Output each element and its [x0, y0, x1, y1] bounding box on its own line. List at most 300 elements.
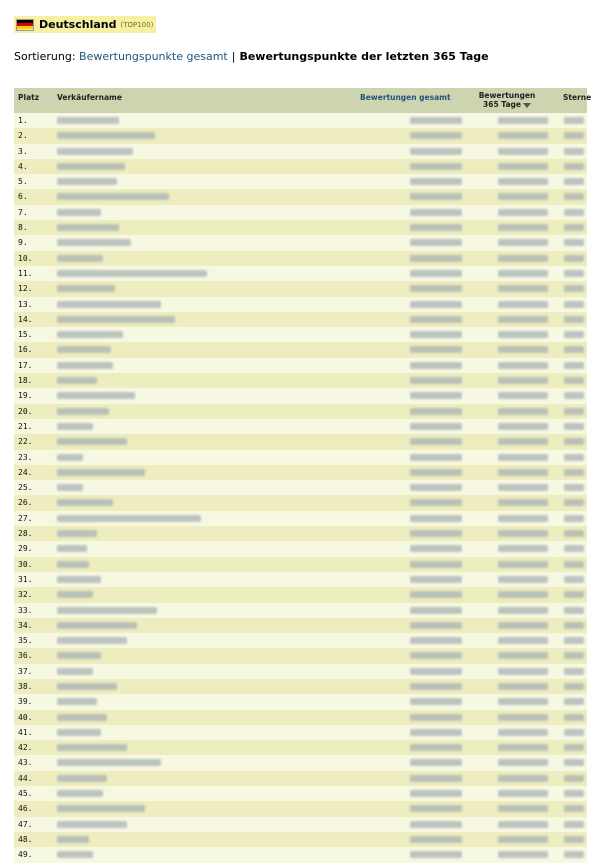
- rank-cell: 11.: [18, 268, 33, 278]
- bewertungen-gesamt-redacted: [410, 652, 462, 659]
- bewertungen-gesamt-redacted: [410, 454, 462, 461]
- sterne-redacted: [564, 163, 584, 170]
- rank-cell: 3.: [18, 146, 28, 156]
- seller-name-redacted[interactable]: [57, 239, 131, 246]
- bewertungen-gesamt-redacted: [410, 469, 462, 476]
- rank-cell: 22.: [18, 437, 33, 447]
- rank-cell: 10.: [18, 253, 33, 263]
- seller-name-redacted[interactable]: [57, 255, 103, 262]
- bewertungen-365-redacted: [498, 683, 548, 690]
- bewertungen-365-redacted: [498, 545, 548, 552]
- seller-name-redacted[interactable]: [57, 224, 119, 231]
- table-row: [14, 327, 587, 342]
- sterne-redacted: [564, 683, 584, 690]
- table-row: [14, 450, 587, 465]
- seller-name-redacted[interactable]: [57, 652, 101, 659]
- bewertungen-gesamt-redacted: [410, 117, 462, 124]
- sterne-redacted: [564, 515, 584, 522]
- seller-name-redacted[interactable]: [57, 285, 115, 292]
- sterne-redacted: [564, 530, 584, 537]
- bewertungen-gesamt-redacted: [410, 561, 462, 568]
- table-row: [14, 342, 587, 357]
- rank-cell: 26.: [18, 498, 33, 508]
- seller-name-redacted[interactable]: [57, 821, 127, 828]
- rank-cell: 43.: [18, 758, 33, 768]
- bewertungen-gesamt-redacted: [410, 346, 462, 353]
- sterne-redacted: [564, 178, 584, 185]
- rank-cell: 14.: [18, 314, 33, 324]
- rank-cell: 42.: [18, 743, 33, 753]
- sterne-redacted: [564, 836, 584, 843]
- bewertungen-gesamt-redacted: [410, 239, 462, 246]
- rank-cell: 20.: [18, 406, 33, 416]
- sterne-redacted: [564, 255, 584, 262]
- sterne-redacted: [564, 285, 584, 292]
- table-row: [14, 235, 587, 250]
- bewertungen-365-redacted: [498, 805, 548, 812]
- sterne-redacted: [564, 438, 584, 445]
- table-header: [14, 88, 592, 113]
- bewertungen-gesamt-redacted: [410, 316, 462, 323]
- table-row: [14, 603, 587, 618]
- rank-cell: 46.: [18, 804, 33, 814]
- rank-cell: 8.: [18, 223, 28, 233]
- sterne-redacted: [564, 331, 584, 338]
- seller-name-redacted[interactable]: [57, 438, 127, 445]
- rank-cell: 18.: [18, 376, 33, 386]
- seller-name-redacted[interactable]: [57, 607, 157, 614]
- table-row: [14, 771, 587, 786]
- column-header-bewertungen-gesamt[interactable]: Bewertungen gesamt: [360, 93, 451, 102]
- bewertungen-365-redacted: [498, 836, 548, 843]
- bewertungen-gesamt-redacted: [410, 377, 462, 384]
- sterne-redacted: [564, 790, 584, 797]
- seller-name-redacted[interactable]: [57, 331, 123, 338]
- rank-cell: 25.: [18, 483, 33, 493]
- table-row: [14, 786, 587, 801]
- sterne-redacted: [564, 714, 584, 721]
- seller-name-redacted[interactable]: [57, 729, 101, 736]
- table-row: [14, 251, 587, 266]
- bewertungen-365-redacted: [498, 163, 548, 170]
- sterne-redacted: [564, 591, 584, 598]
- rank-cell: 36.: [18, 651, 33, 661]
- bewertungen-gesamt-redacted: [410, 744, 462, 751]
- sterne-redacted: [564, 805, 584, 812]
- bewertungen-365-redacted: [498, 851, 548, 858]
- sterne-redacted: [564, 821, 584, 828]
- seller-name-redacted[interactable]: [57, 362, 113, 369]
- rank-cell: 16.: [18, 345, 33, 355]
- seller-name-redacted[interactable]: [57, 622, 137, 629]
- bewertungen-gesamt-redacted: [410, 775, 462, 782]
- table-row: [14, 664, 587, 679]
- seller-name-redacted[interactable]: [57, 851, 93, 858]
- table-row: [14, 511, 587, 526]
- table-row: [14, 572, 587, 587]
- bewertungen-365-redacted: [498, 331, 548, 338]
- rank-cell: 21.: [18, 421, 33, 431]
- seller-name-redacted[interactable]: [57, 148, 133, 155]
- bewertungen-gesamt-redacted: [410, 515, 462, 522]
- bewertungen-365-redacted: [498, 117, 548, 124]
- sterne-redacted: [564, 469, 584, 476]
- bewertungen-365-redacted: [498, 454, 548, 461]
- bewertungen-gesamt-redacted: [410, 591, 462, 598]
- table-row: [14, 465, 587, 480]
- sterne-redacted: [564, 622, 584, 629]
- rank-cell: 15.: [18, 330, 33, 340]
- seller-name-redacted[interactable]: [57, 561, 89, 568]
- table-row: [14, 832, 587, 847]
- table-row: [14, 480, 587, 495]
- table-row: [14, 281, 587, 296]
- sterne-redacted: [564, 377, 584, 384]
- bewertungen-365-redacted: [498, 499, 548, 506]
- table-row: [14, 740, 587, 755]
- bewertungen-365-redacted: [498, 239, 548, 246]
- sort-label: Sortierung:: [14, 50, 76, 63]
- sterne-redacted: [564, 744, 584, 751]
- bewertungen-gesamt-redacted: [410, 499, 462, 506]
- bewertungen-365-redacted: [498, 729, 548, 736]
- sterne-redacted: [564, 270, 584, 277]
- column-header-365-line1: Bewertungen: [478, 91, 536, 100]
- rank-cell: 31.: [18, 574, 33, 584]
- table-row: [14, 817, 587, 832]
- bewertungen-gesamt-redacted: [410, 805, 462, 812]
- bewertungen-365-redacted: [498, 224, 548, 231]
- table-row: [14, 847, 587, 862]
- seller-name-redacted[interactable]: [57, 469, 145, 476]
- sort-desc-arrow-icon: [523, 103, 531, 108]
- seller-name-redacted[interactable]: [57, 301, 161, 308]
- bewertungen-365-redacted: [498, 362, 548, 369]
- bewertungen-365-redacted: [498, 698, 548, 705]
- bewertungen-gesamt-redacted: [410, 132, 462, 139]
- rank-cell: 40.: [18, 712, 33, 722]
- table-row: [14, 725, 587, 740]
- bewertungen-gesamt-redacted: [410, 224, 462, 231]
- seller-name-redacted[interactable]: [57, 576, 101, 583]
- rank-cell: 38.: [18, 681, 33, 691]
- table-row: [14, 159, 587, 174]
- seller-name-redacted[interactable]: [57, 163, 125, 170]
- bewertungen-gesamt-redacted: [410, 331, 462, 338]
- bewertungen-365-redacted: [498, 209, 548, 216]
- bewertungen-365-redacted: [498, 622, 548, 629]
- bewertungen-gesamt-redacted: [410, 821, 462, 828]
- sterne-redacted: [564, 316, 584, 323]
- seller-name-redacted[interactable]: [57, 805, 145, 812]
- table-body: [14, 113, 587, 863]
- bewertungen-gesamt-redacted: [410, 637, 462, 644]
- bewertungen-gesamt-redacted: [410, 408, 462, 415]
- rank-cell: 41.: [18, 727, 33, 737]
- bewertungen-365-redacted: [498, 637, 548, 644]
- table-row: [14, 801, 587, 816]
- bewertungen-gesamt-redacted: [410, 423, 462, 430]
- table-row: [14, 679, 587, 694]
- bewertungen-gesamt-redacted: [410, 668, 462, 675]
- seller-name-redacted[interactable]: [57, 836, 89, 843]
- bewertungen-365-redacted: [498, 744, 548, 751]
- table-row: [14, 587, 587, 602]
- rank-cell: 44.: [18, 773, 33, 783]
- sterne-redacted: [564, 698, 584, 705]
- seller-name-redacted[interactable]: [57, 408, 109, 415]
- sterne-redacted: [564, 729, 584, 736]
- bewertungen-gesamt-redacted: [410, 836, 462, 843]
- rank-cell: 29.: [18, 544, 33, 554]
- bewertungen-365-redacted: [498, 270, 548, 277]
- bewertungen-gesamt-redacted: [410, 759, 462, 766]
- seller-name-redacted[interactable]: [57, 484, 83, 491]
- sterne-redacted: [564, 637, 584, 644]
- bewertungen-365-redacted: [498, 193, 548, 200]
- bewertungen-gesamt-redacted: [410, 714, 462, 721]
- seller-name-redacted[interactable]: [57, 377, 97, 384]
- table-row: [14, 128, 587, 143]
- rank-cell: 28.: [18, 529, 33, 539]
- seller-name-redacted[interactable]: [57, 515, 201, 522]
- sterne-redacted: [564, 499, 584, 506]
- table-row: [14, 388, 587, 403]
- rank-cell: 13.: [18, 299, 33, 309]
- bewertungen-gesamt-redacted: [410, 683, 462, 690]
- bewertungen-gesamt-redacted: [410, 607, 462, 614]
- bewertungen-gesamt-redacted: [410, 392, 462, 399]
- bewertungen-gesamt-redacted: [410, 270, 462, 277]
- seller-name-redacted[interactable]: [57, 193, 169, 200]
- sterne-redacted: [564, 607, 584, 614]
- bewertungen-gesamt-redacted: [410, 530, 462, 537]
- seller-name-redacted[interactable]: [57, 545, 87, 552]
- table-row: [14, 557, 587, 572]
- bewertungen-gesamt-redacted: [410, 484, 462, 491]
- column-header-name: Verkäufername: [57, 93, 122, 102]
- sterne-redacted: [564, 545, 584, 552]
- sterne-redacted: [564, 301, 584, 308]
- sterne-redacted: [564, 209, 584, 216]
- bewertungen-365-redacted: [498, 484, 548, 491]
- table-row: [14, 618, 587, 633]
- seller-name-redacted[interactable]: [57, 392, 135, 399]
- rank-cell: 47.: [18, 819, 33, 829]
- sort-365-active: Bewertungspunkte der letzten 365 Tage: [239, 50, 489, 63]
- bewertungen-365-redacted: [498, 561, 548, 568]
- sort-options: [14, 50, 489, 63]
- rank-cell: 32.: [18, 590, 33, 600]
- bewertungen-365-redacted: [498, 178, 548, 185]
- bewertungen-365-redacted: [498, 377, 548, 384]
- sterne-redacted: [564, 576, 584, 583]
- table-row: [14, 189, 587, 204]
- table-row: [14, 526, 587, 541]
- rank-cell: 30.: [18, 559, 33, 569]
- sterne-redacted: [564, 454, 584, 461]
- seller-name-redacted[interactable]: [57, 714, 107, 721]
- bewertungen-gesamt-redacted: [410, 698, 462, 705]
- bewertungen-365-redacted: [498, 759, 548, 766]
- seller-name-redacted[interactable]: [57, 759, 161, 766]
- rank-cell: 6.: [18, 192, 28, 202]
- sort-separator: |: [231, 50, 236, 63]
- column-header-sterne: Sterne: [563, 93, 592, 102]
- seller-name-redacted[interactable]: [57, 744, 127, 751]
- bewertungen-365-redacted: [498, 530, 548, 537]
- seller-name-redacted[interactable]: [57, 423, 93, 430]
- bewertungen-gesamt-redacted: [410, 362, 462, 369]
- rank-cell: 33.: [18, 605, 33, 615]
- bewertungen-gesamt-redacted: [410, 255, 462, 262]
- bewertungen-gesamt-redacted: [410, 301, 462, 308]
- table-row: [14, 633, 587, 648]
- bewertungen-gesamt-redacted: [410, 545, 462, 552]
- rank-cell: 2.: [18, 131, 28, 141]
- bewertungen-gesamt-redacted: [410, 790, 462, 797]
- sterne-redacted: [564, 132, 584, 139]
- table-row: [14, 266, 587, 281]
- bewertungen-gesamt-redacted: [410, 163, 462, 170]
- sterne-redacted: [564, 652, 584, 659]
- seller-name-redacted[interactable]: [57, 178, 117, 185]
- seller-name-redacted[interactable]: [57, 117, 119, 124]
- sterne-redacted: [564, 561, 584, 568]
- sort-total-link[interactable]: Bewertungspunkte gesamt: [79, 50, 228, 63]
- bewertungen-365-redacted: [498, 790, 548, 797]
- top100-badge: (TOP100): [120, 20, 154, 29]
- bewertungen-365-redacted: [498, 423, 548, 430]
- sterne-redacted: [564, 392, 584, 399]
- seller-name-redacted[interactable]: [57, 499, 113, 506]
- seller-ranking-table: [14, 88, 592, 863]
- bewertungen-365-redacted: [498, 438, 548, 445]
- table-row: [14, 113, 587, 128]
- rank-cell: 4.: [18, 161, 28, 171]
- bewertungen-365-redacted: [498, 255, 548, 262]
- germany-flag-icon: [16, 19, 34, 31]
- bewertungen-365-redacted: [498, 576, 548, 583]
- table-row: [14, 297, 587, 312]
- seller-name-redacted[interactable]: [57, 698, 97, 705]
- rank-cell: 35.: [18, 636, 33, 646]
- sterne-redacted: [564, 346, 584, 353]
- rank-cell: 24.: [18, 467, 33, 477]
- column-header-platz: Platz: [18, 93, 40, 102]
- bewertungen-365-redacted: [498, 132, 548, 139]
- sterne-redacted: [564, 224, 584, 231]
- bewertungen-365-redacted: [498, 148, 548, 155]
- rank-cell: 5.: [18, 177, 28, 187]
- sterne-redacted: [564, 239, 584, 246]
- bewertungen-365-redacted: [498, 408, 548, 415]
- bewertungen-365-redacted: [498, 607, 548, 614]
- sterne-redacted: [564, 408, 584, 415]
- sterne-redacted: [564, 117, 584, 124]
- seller-name-redacted[interactable]: [57, 316, 175, 323]
- bewertungen-365-redacted: [498, 775, 548, 782]
- bewertungen-365-redacted: [498, 591, 548, 598]
- bewertungen-365-redacted: [498, 392, 548, 399]
- table-row: [14, 373, 587, 388]
- bewertungen-gesamt-redacted: [410, 729, 462, 736]
- sterne-redacted: [564, 423, 584, 430]
- bewertungen-365-redacted: [498, 821, 548, 828]
- bewertungen-365-redacted: [498, 652, 548, 659]
- rank-cell: 27.: [18, 513, 33, 523]
- rank-cell: 45.: [18, 789, 33, 799]
- table-row: [14, 434, 587, 449]
- rank-cell: 23.: [18, 452, 33, 462]
- sterne-redacted: [564, 148, 584, 155]
- table-row: [14, 205, 587, 220]
- seller-name-redacted[interactable]: [57, 346, 111, 353]
- rank-cell: 37.: [18, 666, 33, 676]
- bewertungen-365-redacted: [498, 714, 548, 721]
- table-row: [14, 174, 587, 189]
- rank-cell: 48.: [18, 834, 33, 844]
- seller-name-redacted[interactable]: [57, 790, 103, 797]
- bewertungen-365-redacted: [498, 285, 548, 292]
- table-row: [14, 694, 587, 709]
- table-row: [14, 358, 587, 373]
- rank-cell: 34.: [18, 620, 33, 630]
- seller-name-redacted[interactable]: [57, 637, 127, 644]
- sterne-redacted: [564, 668, 584, 675]
- bewertungen-365-redacted: [498, 469, 548, 476]
- bewertungen-gesamt-redacted: [410, 576, 462, 583]
- sterne-redacted: [564, 193, 584, 200]
- bewertungen-365-redacted: [498, 668, 548, 675]
- seller-name-redacted[interactable]: [57, 530, 97, 537]
- seller-name-redacted[interactable]: [57, 775, 107, 782]
- seller-name-redacted[interactable]: [57, 683, 117, 690]
- bewertungen-365-redacted: [498, 515, 548, 522]
- table-row: [14, 710, 587, 725]
- seller-name-redacted[interactable]: [57, 270, 207, 277]
- column-header-bewertungen-365: [475, 91, 539, 109]
- table-row: [14, 220, 587, 235]
- seller-name-redacted[interactable]: [57, 454, 83, 461]
- table-row: [14, 648, 587, 663]
- seller-name-redacted[interactable]: [57, 209, 101, 216]
- bewertungen-365-redacted: [498, 301, 548, 308]
- rank-cell: 49.: [18, 850, 33, 860]
- seller-name-redacted[interactable]: [57, 132, 155, 139]
- bewertungen-gesamt-redacted: [410, 438, 462, 445]
- table-row: [14, 495, 587, 510]
- table-row: [14, 404, 587, 419]
- sterne-redacted: [564, 484, 584, 491]
- table-row: [14, 419, 587, 434]
- country-title: Deutschland: [39, 18, 117, 31]
- bewertungen-gesamt-redacted: [410, 209, 462, 216]
- sterne-redacted: [564, 775, 584, 782]
- seller-name-redacted[interactable]: [57, 668, 93, 675]
- country-title-box: [14, 16, 156, 33]
- bewertungen-gesamt-redacted: [410, 178, 462, 185]
- bewertungen-365-redacted: [498, 346, 548, 353]
- bewertungen-gesamt-redacted: [410, 285, 462, 292]
- rank-cell: 1.: [18, 116, 28, 125]
- rank-cell: 9.: [18, 238, 28, 248]
- rank-cell: 39.: [18, 697, 33, 707]
- seller-name-redacted[interactable]: [57, 591, 93, 598]
- bewertungen-gesamt-redacted: [410, 148, 462, 155]
- table-row: [14, 755, 587, 770]
- table-row: [14, 144, 587, 159]
